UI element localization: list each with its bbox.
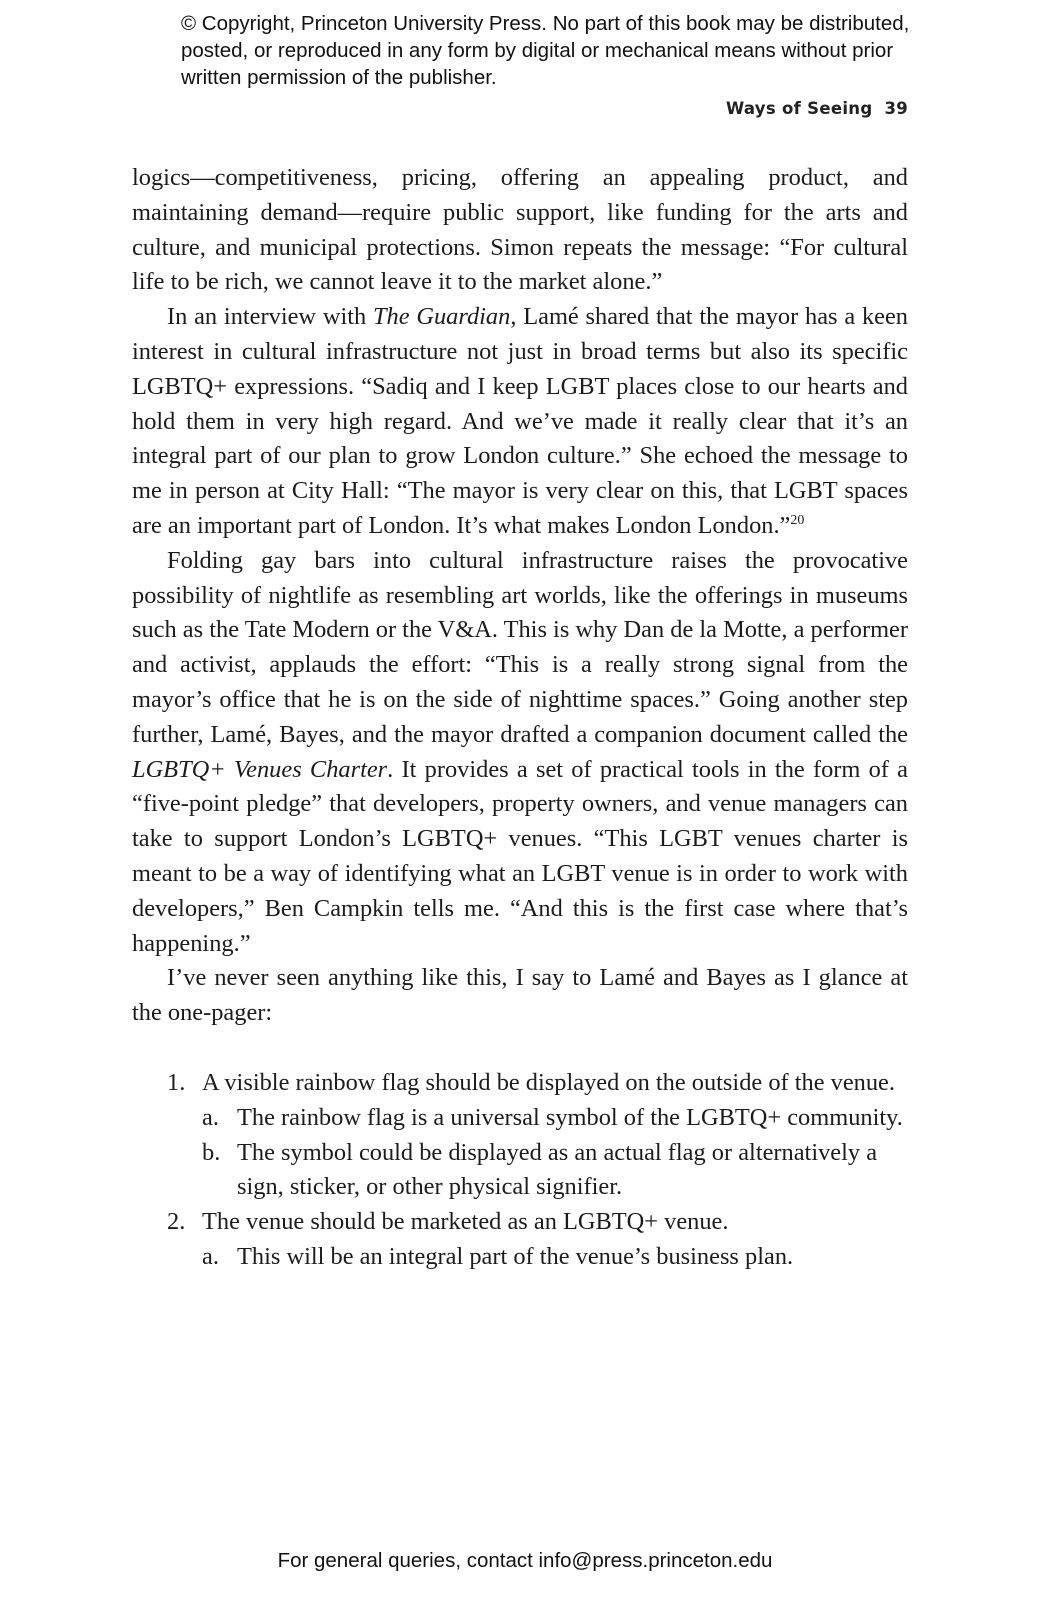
publication-title: The Guardian bbox=[372, 303, 511, 331]
sub-list-item bbox=[202, 1136, 908, 1206]
footer-contact: For general queries, contact info@press.princeton.edu bbox=[277, 1549, 773, 1572]
sub-list-item-text: The rainbow flag is a universal symbol of the LGBTQ+ community. bbox=[237, 1103, 903, 1131]
sub-list-item-text: This will be an integral part of the venue’s business plan. bbox=[237, 1242, 794, 1270]
copyright-notice: © Copyright, Princeton University Press. No part of this book may be distributed, posted, or reproduced in any form by digital or mechanical means without prior written permission of the publisher. bbox=[181, 12, 910, 89]
list-number: 2. bbox=[167, 1208, 186, 1236]
sub-list-letter: a. bbox=[202, 1242, 219, 1270]
list-item-text: The venue should be marketed as an LGBTQ+ venue. bbox=[202, 1208, 729, 1236]
pledge-list bbox=[132, 1066, 908, 1275]
paragraph-text: In an interview with bbox=[167, 303, 373, 331]
chapter-title: Ways of Seeing bbox=[725, 99, 873, 118]
paragraph-text: , Lamé shared that the mayor has a keen interest in cultural infrastructure not just in broad terms but also its specific LGBTQ+ expressions. “Sadiq and I keep LGBT places close to our hearts and hold them in very high regard. And we’ve made it really clear that it’s an integral part of our plan to grow London culture.” She echoed the message to me in person at City Hall: “The mayor is very clear on this, that LGBT spaces are an important part of London. It’s what makes London London.” bbox=[132, 303, 909, 539]
sub-list-item bbox=[202, 1101, 908, 1136]
sub-list-item bbox=[202, 1240, 908, 1275]
list-number: 1. bbox=[167, 1068, 186, 1096]
document-title: LGBTQ+ Venues Charter bbox=[132, 755, 388, 783]
paragraph bbox=[132, 544, 908, 962]
body-text bbox=[132, 161, 908, 1275]
paragraph bbox=[132, 300, 908, 544]
paragraph: I’ve never seen anything like this, I say to Lamé and Bayes as I glance at the one-pager: bbox=[132, 964, 908, 1027]
list-item bbox=[132, 1066, 908, 1205]
paragraph-text: Folding gay bars into cultural infrastructure raises the provocative possibility of nightlife as resembling art worlds, like the offerings in museums such as the Tate Modern or the V&A. This is why Dan de la Motte, a performer and activist, applauds the effort: “This is a really strong signal from the mayor’s office that he is on the side of nighttime spaces.” Going another step further, Lamé, Bayes, and the mayor drafted a companion document called the bbox=[132, 546, 908, 748]
footnote-marker[interactable]: 20 bbox=[790, 512, 805, 528]
paragraph-text: . It provides a set of practical tools in the form of a “five-point pledge” that developers, property owners, and venue managers can take to support London’s LGBTQ+ venues. “This LGBT venues charter is meant to be a way of identifying what an LGBT venue is in order to work with developers,” Ben Campkin tells me. “And this is the first case where that’s happening.” bbox=[132, 755, 908, 957]
sub-list-letter: b. bbox=[202, 1138, 221, 1166]
running-head bbox=[726, 99, 908, 118]
list-item bbox=[132, 1205, 908, 1275]
sub-list-item-text: The symbol could be displayed as an actual flag or alternatively a sign, sticker, or other physical signifier. bbox=[237, 1138, 878, 1201]
sub-list-letter: a. bbox=[202, 1103, 219, 1131]
sub-list bbox=[202, 1240, 908, 1275]
page-number: 39 bbox=[884, 99, 908, 118]
paragraph: logics—competitiveness, pricing, offering an appealing product, and maintaining demand—require public support, like funding for the arts and culture, and municipal protections. Simon repeats the message: “For cultural life to be rich, we cannot leave it to the market alone.” bbox=[132, 164, 908, 296]
list-item-text: A visible rainbow flag should be displayed on the outside of the venue. bbox=[202, 1068, 895, 1096]
sub-list bbox=[202, 1101, 908, 1205]
